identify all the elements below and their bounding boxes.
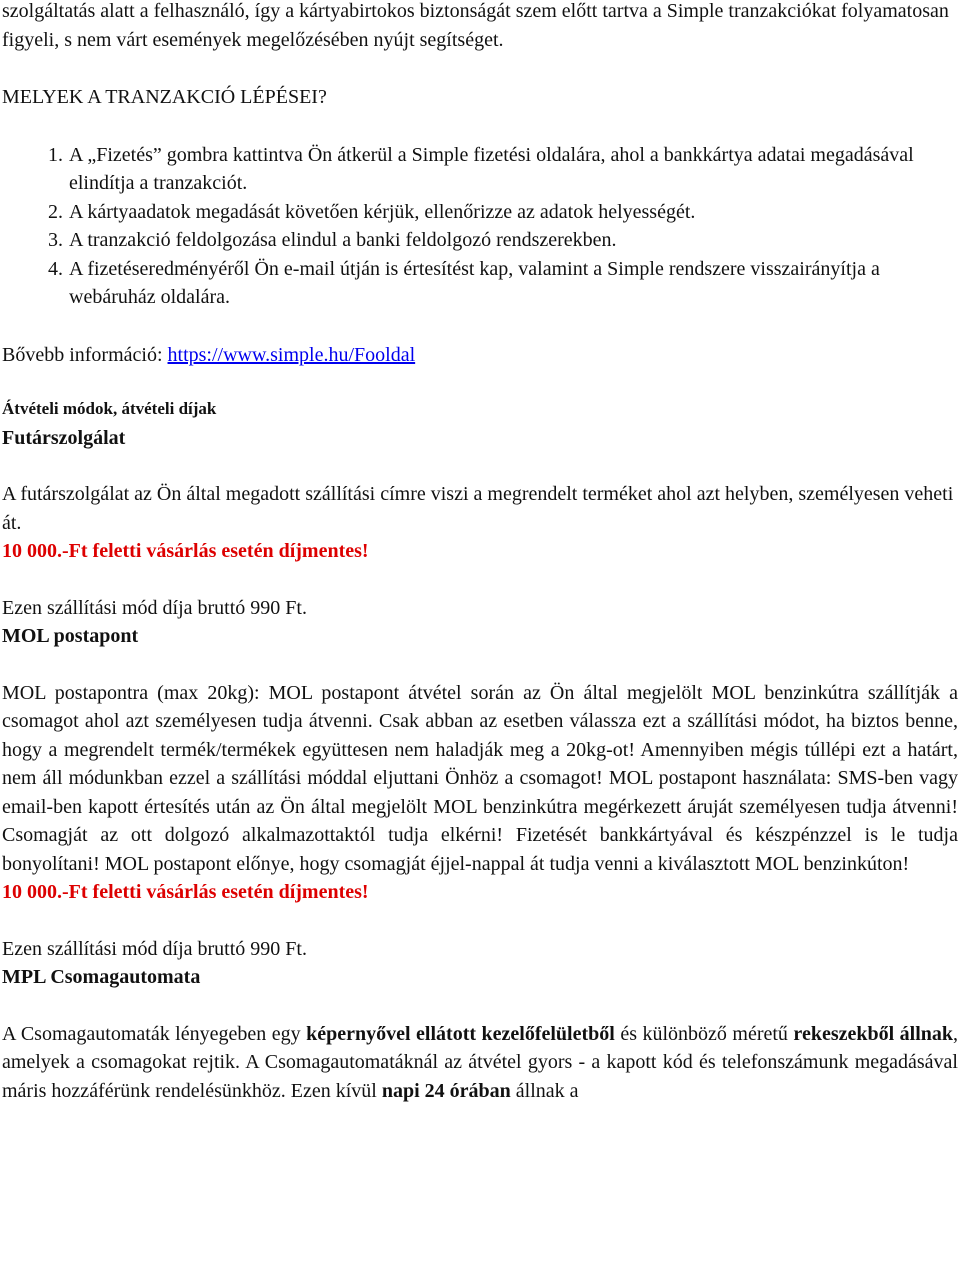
mpl-bold-part: rekeszekből állnak <box>793 1022 954 1045</box>
mol-price: Ezen szállítási mód díja bruttó 990 Ft. <box>2 937 307 960</box>
step-number: 2. <box>48 200 63 223</box>
step-text: A fizetéseredményéről Ön e-mail útján is értesítést kap, valamint a Simple rendszere visszairányítja a webáruház oldalára. <box>69 257 880 308</box>
list-item <box>2 226 958 255</box>
mpl-text-part: és különböző méretű <box>614 1022 794 1045</box>
mpl-bold-part: napi 24 órában <box>381 1079 511 1102</box>
step-text: A „Fizetés” gombra kattintva Ön átkerül a Simple fizetési oldalára, ahol a bankkártya adatai megadásával elindítja a tranzakciót. <box>69 143 914 194</box>
mpl-text-part: A Csomagautomaták lényegeben egy <box>2 1022 307 1045</box>
mpl-bold-part: képernyővel ellátott kezelőfelületből <box>306 1022 615 1045</box>
simple-link[interactable]: https://www.simple.hu/Fooldal <box>167 343 416 366</box>
mol-text: MOL postapontra (max 20kg): MOL postapont átvétel során az Ön által megjelölt MOL benzinkútra szállítják a csomagot ahol azt személyesen tudja átvenni. Csak abban az esetben válassza ezt a szállítási módot, ha biztos benne, hogy a megrendelt termék/termékek együttesen nem haladják meg a 20kg-ot! Amennyiben mégis túllépi ezt a határt, nem áll módunkban ezzel a szállítási móddal eljuttani Önhöz a csomagot! MOL postapont használata: SMS-ben vagy email-ben kapott értesítés után az Ön által megjelölt MOL benzinkútra megérkezett áruját személyesen tudja átvenni! Csomagját az ott dolgozó alkalmazottaktól tudja elkérni! Fizetését bankkártyával és készpénzzel is le tudja bonyolítani! MOL postapont előnye, hogy csomagját éjjel-nappal át tudja venni a kiválasztott MOL benzinkúton! <box>2 681 958 875</box>
document-page <box>2 0 958 1105</box>
mol-free-note: 10 000.-Ft feletti vásárlás esetén díjmentes! <box>2 881 369 903</box>
steps-list <box>2 141 958 312</box>
steps-heading: MELYEK A TRANZAKCIÓ LÉPÉSEI? <box>2 86 327 108</box>
step-number: 1. <box>48 143 63 166</box>
mpl-text-part: , amelyek a csomagokat rejtik. A Csomagautomatáknál az átvétel gyors - a kapott kód és telefonszámunk megadásával máris hozzáférünk rendelésünkhöz. Ezen kívül <box>2 1022 959 1102</box>
list-item <box>2 198 958 227</box>
courier-text: A futárszolgálat az Ön által megadott szállítási címre viszi a megrendelt terméket ahol azt helyben, személyesen veheti át. <box>2 483 954 534</box>
courier-price: Ezen szállítási mód díja bruttó 990 Ft. <box>2 596 307 619</box>
list-item <box>2 141 958 198</box>
intro-paragraph: szolgáltatás alatt a felhasználó, így a kártyabirtokos biztonságát szem előtt tartva a Simple tranzakciókat folyamatosan figyeli, s nem várt események megelőzésében nyújt segítséget. <box>2 0 949 51</box>
step-number: 3. <box>48 229 63 251</box>
courier-title: Futárszolgálat <box>2 426 126 449</box>
step-number: 4. <box>48 257 63 280</box>
mpl-title: MPL Csomagautomata <box>2 966 201 988</box>
more-info <box>2 341 958 370</box>
step-text: A tranzakció feldolgozása elindul a banki feldolgozó rendszerekben. <box>69 229 617 251</box>
courier-free-note: 10 000.-Ft feletti vásárlás esetén díjmentes! <box>2 540 369 562</box>
mpl-text <box>2 1020 958 1106</box>
delivery-methods-title: Átvételi módok, átvételi díjak <box>2 399 217 418</box>
more-info-label: Bővebb információ: <box>2 343 168 366</box>
mol-title: MOL postapont <box>2 625 139 647</box>
step-text: A kártyaadatok megadását követően kérjük, ellenőrizze az adatok helyességét. <box>69 200 696 223</box>
mpl-text-part: állnak a <box>510 1079 579 1102</box>
list-item <box>2 255 958 312</box>
